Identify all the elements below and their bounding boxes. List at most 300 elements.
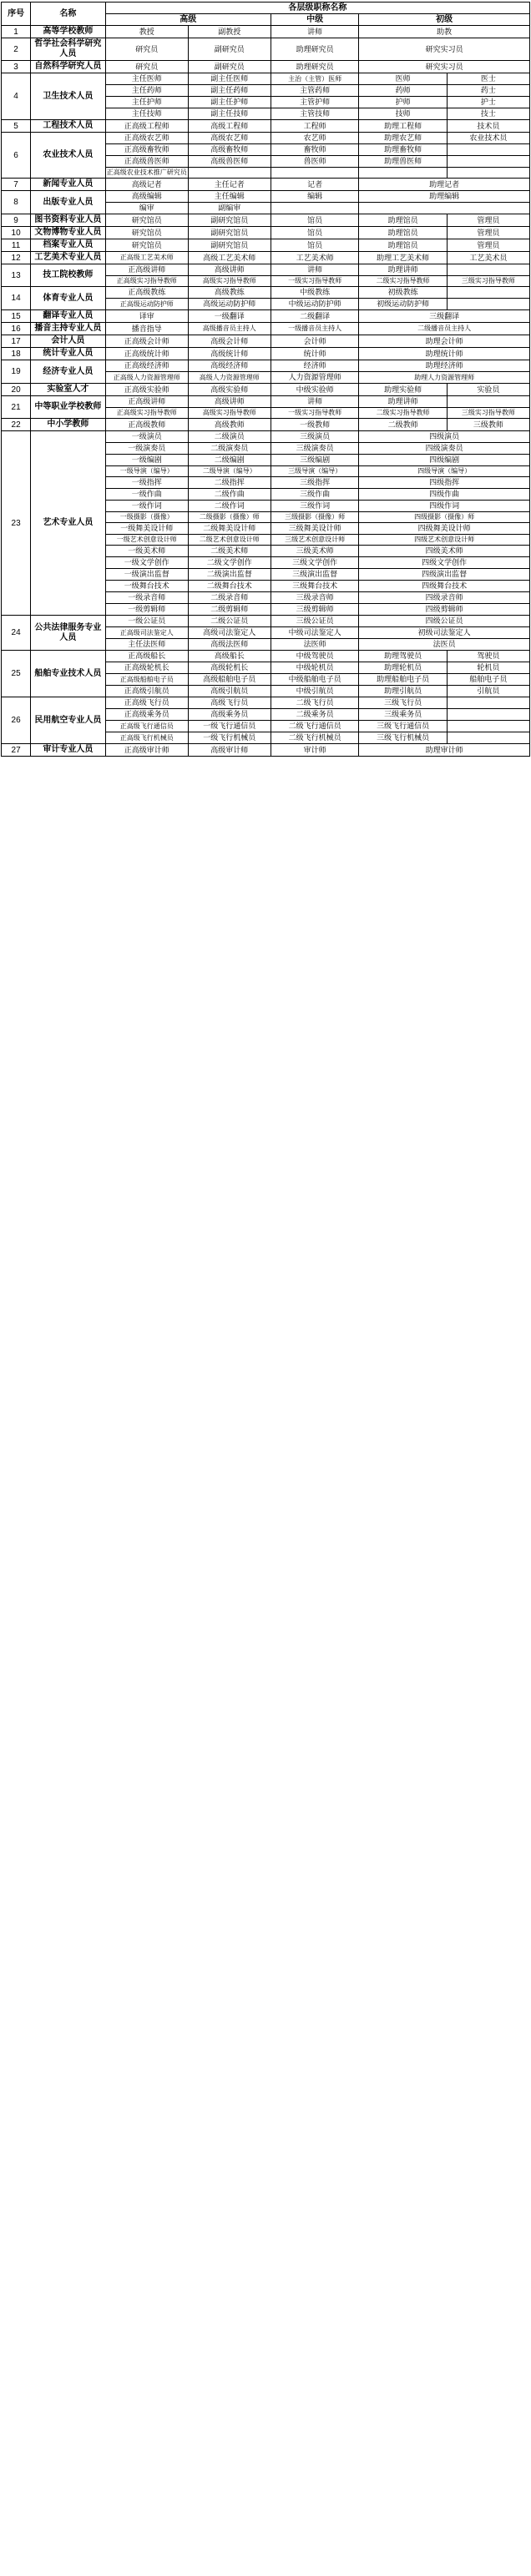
title-cell: 畜牧师 [271,144,358,156]
title-cell: 正高级乘务员 [105,709,188,721]
title-cell: 高级教师 [188,419,271,431]
title-cell: 法医师 [271,639,358,651]
row-category-name: 高等学校教师 [31,26,106,38]
table-row [2,120,530,133]
title-cell: 一级演出监督 [105,569,188,581]
title-cell: 正高级船舶电子员 [105,674,188,686]
title-cell: 主管技师 [271,108,358,120]
title-cell: 四级舞台技术 [359,581,530,592]
title-cell: 一级艺术创意设计师 [105,535,188,546]
title-cell: 一级指挥 [105,477,188,489]
title-cell: 三级编剧 [271,455,358,466]
title-cell: 副主任技师 [188,108,271,120]
title-cell: 研究馆员 [105,214,188,227]
title-cell: 二级教师 [359,419,447,431]
title-cell: 高级播音员主持人 [188,323,271,335]
row-category-name: 技工院校教师 [31,264,106,287]
title-cell [447,396,529,408]
title-cell: 副研究员 [188,61,271,73]
title-cell: 法医员 [359,639,530,651]
title-cell: 四级剪辑师 [359,604,530,616]
title-cell: 二级艺术创意设计师 [188,535,271,546]
row-sequence: 23 [2,431,31,616]
title-cell: 高级轮机长 [188,662,271,674]
title-cell: 副研究员 [188,38,271,61]
title-cell: 轮机员 [447,662,529,674]
row-sequence: 15 [2,310,31,323]
title-cell: 四级导演（编导） [359,466,530,477]
title-cell: 初级运动防护师 [359,299,447,310]
title-cell: 技术员 [447,120,529,133]
table-row [2,227,530,239]
table-row [2,26,530,38]
title-cell [447,732,529,744]
title-cell: 记者 [271,179,358,191]
title-cell: 二级美术师 [188,546,271,557]
title-cell: 二级演奏员 [188,443,271,455]
row-sequence: 26 [2,697,31,744]
row-category-name: 文物博物专业人员 [31,227,106,239]
title-cell: 助理研究员 [271,38,358,61]
title-cell: 助理工艺美术师 [359,252,447,264]
title-cell: 主任法医师 [105,639,188,651]
title-cell: 一级演员 [105,431,188,443]
title-cell: 一级剪辑师 [105,604,188,616]
title-cell: 中级运动防护师 [271,299,358,310]
title-cell: 正高级飞行员 [105,697,188,709]
title-cell: 统计师 [271,348,358,360]
title-cell: 高级讲师 [188,264,271,276]
title-cell: 三级录音师 [271,592,358,604]
row-sequence: 3 [2,61,31,73]
row-category-name: 图书资料专业人员 [31,214,106,227]
row-sequence: 18 [2,348,31,360]
title-cell: 正高级经济师 [105,360,188,372]
title-cell: 四级摄影（摄像）师 [359,512,530,523]
title-cell: 教授 [105,26,188,38]
title-cell: 主治（主管）医师 [271,73,358,85]
table-row [2,651,530,662]
title-cell: 中级实验师 [271,384,358,396]
title-cell: 高级统计师 [188,348,271,360]
title-cell: 二级飞行通信员 [271,721,358,732]
row-sequence: 2 [2,38,31,61]
row-sequence: 8 [2,191,31,214]
title-cell: 助理兽医师 [359,156,447,168]
table-row [2,214,530,227]
title-cell: 中级教练 [271,287,358,299]
title-cell: 助理馆员 [359,227,447,239]
title-cell: 高级畜牧师 [188,144,271,156]
title-cell: 四级艺术创意设计师 [359,535,530,546]
title-cell: 副主任护师 [188,97,271,108]
title-cell: 高级运动防护师 [188,299,271,310]
row-sequence: 4 [2,73,31,120]
row-category-name: 档案专业人员 [31,239,106,252]
occupation-title-table-sheet [0,2,531,757]
title-cell: 工程师 [271,120,358,133]
title-cell: 医师 [359,73,447,85]
title-cell: 三级演员 [271,431,358,443]
row-category-name: 新闻专业人员 [31,179,106,191]
title-cell: 编审 [105,203,188,214]
title-cell: 主任护师 [105,97,188,108]
title-cell: 正高级实习指导教师 [105,408,188,419]
title-cell: 高级教练 [188,287,271,299]
title-cell: 副研究馆员 [188,214,271,227]
title-cell: 二级实习指导教师 [359,276,447,287]
title-cell: 助理驾驶员 [359,651,447,662]
title-cell: 正高级畜牧师 [105,144,188,156]
title-cell: 一级飞行机械员 [188,732,271,744]
row-sequence: 1 [2,26,31,38]
title-cell: 馆员 [271,227,358,239]
title-cell: 高级会计师 [188,335,271,348]
title-cell: 助理实验师 [359,384,447,396]
table-row [2,179,530,191]
table-row [2,697,530,709]
title-cell: 高级法医师 [188,639,271,651]
row-category-name: 哲学社会科学研究人员 [31,38,106,61]
title-cell: 三级翻译 [359,310,530,323]
title-cell: 一级导演（编导） [105,466,188,477]
title-cell: 高级实习指导教师 [188,276,271,287]
title-cell: 二级录音师 [188,592,271,604]
row-category-name: 自然科学研究人员 [31,61,106,73]
row-category-name: 审计专业人员 [31,744,106,757]
title-cell: 三级演奏员 [271,443,358,455]
title-cell: 高级人力资源管理师 [188,372,271,384]
title-cell: 三级飞行通信员 [359,721,447,732]
title-cell: 管理员 [447,214,529,227]
title-cell: 助理引航员 [359,686,447,697]
title-cell [359,168,447,179]
row-sequence: 11 [2,239,31,252]
title-cell: 高级船长 [188,651,271,662]
title-cell: 一级编剧 [105,455,188,466]
title-cell: 技师 [359,108,447,120]
title-cell: 中级引航员 [271,686,358,697]
title-cell: 馆员 [271,239,358,252]
header-group: 各层级职称名称 [105,3,529,14]
title-cell [359,203,530,214]
title-cell: 副主任医师 [188,73,271,85]
table-row [2,73,530,85]
title-cell: 副编审 [188,203,271,214]
title-cell: 经济师 [271,360,358,372]
title-cell [188,168,271,179]
table-row [2,61,530,73]
title-cell: 二级导演（编导） [188,466,271,477]
title-cell: 四级指挥 [359,477,530,489]
row-sequence: 7 [2,179,31,191]
table-header-row-1 [2,3,530,14]
title-cell: 四级作曲 [359,489,530,501]
title-cell: 中级轮机员 [271,662,358,674]
title-cell: 二级公证员 [188,616,271,627]
header-name: 名称 [31,3,106,26]
title-cell: 四级舞美设计师 [359,523,530,535]
title-cell: 船舶电子员 [447,674,529,686]
row-category-name: 中等职业学校教师 [31,396,106,419]
title-cell: 研究实习员 [359,61,530,73]
title-cell: 四级公证员 [359,616,530,627]
title-cell: 研究馆员 [105,239,188,252]
title-cell: 助理工程师 [359,120,447,133]
title-cell: 二级作词 [188,501,271,512]
title-cell: 高级工程师 [188,120,271,133]
title-cell [447,721,529,732]
row-category-name: 出版专业人员 [31,191,106,214]
title-cell: 正高级司法鉴定人 [105,627,188,639]
title-cell: 研究员 [105,38,188,61]
title-cell: 助理馆员 [359,214,447,227]
occupation-title-table [1,2,530,757]
title-cell: 主管药师 [271,85,358,97]
header-mid: 中级 [271,14,358,26]
title-cell: 技士 [447,108,529,120]
title-cell: 高级实习指导教师 [188,408,271,419]
title-cell: 四级录音师 [359,592,530,604]
title-cell: 一级作词 [105,501,188,512]
title-cell: 正高级讲师 [105,396,188,408]
title-cell: 二级飞行员 [271,697,358,709]
title-cell: 高级编辑 [105,191,188,203]
title-cell: 正高级船长 [105,651,188,662]
title-cell: 助理统计师 [359,348,530,360]
row-sequence: 13 [2,264,31,287]
title-cell: 助理会计师 [359,335,530,348]
title-cell [271,168,358,179]
header-junior: 初级 [359,14,530,26]
row-category-name: 艺术专业人员 [31,431,106,616]
title-cell: 高级船舶电子员 [188,674,271,686]
title-cell: 三级实习指导教师 [447,408,529,419]
title-cell: 助理记者 [359,179,530,191]
title-cell: 一级舞台技术 [105,581,188,592]
title-cell: 实验员 [447,384,529,396]
title-cell: 正高级引航员 [105,686,188,697]
title-cell: 主任记者 [188,179,271,191]
table-row [2,38,530,61]
title-cell: 二级演员 [188,431,271,443]
table-row [2,287,530,299]
title-cell: 三级艺术创意设计师 [271,535,358,546]
title-cell: 管理员 [447,239,529,252]
title-cell: 初级司法鉴定人 [359,627,530,639]
row-sequence: 10 [2,227,31,239]
table-row [2,616,530,627]
title-cell: 三级作词 [271,501,358,512]
title-cell: 高级乘务员 [188,709,271,721]
title-cell: 初级教练 [359,287,447,299]
row-category-name: 翻译专业人员 [31,310,106,323]
row-category-name: 实验室人才 [31,384,106,396]
title-cell: 讲师 [271,264,358,276]
title-cell: 三级摄影（摄像）师 [271,512,358,523]
title-cell: 一级演奏员 [105,443,188,455]
row-category-name: 农业技术人员 [31,133,106,179]
title-cell: 一级摄影（摄像） [105,512,188,523]
header-senior: 高级 [105,14,271,26]
title-cell: 高级飞行员 [188,697,271,709]
title-cell: 助理讲师 [359,396,447,408]
title-cell: 四级文学创作 [359,557,530,569]
title-cell: 高级司法鉴定人 [188,627,271,639]
title-cell: 二级指挥 [188,477,271,489]
title-cell: 助理馆员 [359,239,447,252]
title-cell: 三级公证员 [271,616,358,627]
title-cell: 助理畜牧师 [359,144,447,156]
table-row [2,133,530,144]
row-sequence: 19 [2,360,31,384]
title-cell: 一级作曲 [105,489,188,501]
title-cell: 一级舞美设计师 [105,523,188,535]
title-cell: 农业技术员 [447,133,529,144]
title-cell: 护士 [447,97,529,108]
title-cell: 三级剪辑师 [271,604,358,616]
table-row [2,335,530,348]
title-cell [447,299,529,310]
title-cell: 二级乘务员 [271,709,358,721]
title-cell: 助理研究员 [271,61,358,73]
title-cell: 正高级教师 [105,419,188,431]
title-cell: 三级飞行员 [359,697,447,709]
title-cell: 高级审计师 [188,744,271,757]
title-cell: 主任技师 [105,108,188,120]
title-cell [447,144,529,156]
title-cell [447,709,529,721]
title-cell: 编辑 [271,191,358,203]
title-cell: 四级美术师 [359,546,530,557]
title-cell: 中级司法鉴定人 [271,627,358,639]
title-cell [447,697,529,709]
row-category-name: 会计人员 [31,335,106,348]
table-row [2,252,530,264]
title-cell: 高级实验师 [188,384,271,396]
title-cell: 主管护师 [271,97,358,108]
title-cell: 研究实习员 [359,38,530,61]
title-cell: 工艺美术员 [447,252,529,264]
title-cell: 医士 [447,73,529,85]
title-cell: 助理农艺师 [359,133,447,144]
row-category-name: 中小学教师 [31,419,106,431]
title-cell: 正高级实习指导教师 [105,276,188,287]
title-cell: 三级文学创作 [271,557,358,569]
title-cell: 一级公证员 [105,616,188,627]
title-cell: 正高级轮机长 [105,662,188,674]
title-cell: 二级实习指导教师 [359,408,447,419]
table-row [2,348,530,360]
title-cell: 正高级统计师 [105,348,188,360]
title-cell: 正高级会计师 [105,335,188,348]
title-cell: 三级教师 [447,419,529,431]
title-cell: 一级播音员主持人 [271,323,358,335]
title-cell: 高级记者 [105,179,188,191]
row-category-name: 工艺美术专业人员 [31,252,106,264]
title-cell: 四级演员 [359,431,530,443]
title-cell: 人力资源管理师 [271,372,358,384]
title-cell: 三级指挥 [271,477,358,489]
title-cell: 工艺美术师 [271,252,358,264]
title-cell: 高级工艺美术师 [188,252,271,264]
title-cell: 高级经济师 [188,360,271,372]
title-cell: 药士 [447,85,529,97]
title-cell: 正高级讲师 [105,264,188,276]
title-cell: 引航员 [447,686,529,697]
title-cell: 研究馆员 [105,227,188,239]
title-cell: 二级飞行机械员 [271,732,358,744]
title-cell: 正高级飞行机械员 [105,732,188,744]
table-row [2,431,530,443]
header-seq: 序号 [2,3,31,26]
title-cell: 二级编剧 [188,455,271,466]
title-cell: 助教 [359,26,530,38]
title-cell: 二级播音员主持人 [359,323,530,335]
title-cell: 助理人力资源管理师 [359,372,530,384]
table-row [2,239,530,252]
row-category-name: 工程技术人员 [31,120,106,133]
title-cell: 中级船舶电子员 [271,674,358,686]
row-category-name: 公共法律服务专业人员 [31,616,106,651]
title-cell: 讲师 [271,396,358,408]
title-cell: 助理轮机员 [359,662,447,674]
title-cell: 馆员 [271,214,358,227]
title-cell: 农艺师 [271,133,358,144]
title-cell [447,156,529,168]
row-sequence: 27 [2,744,31,757]
table-row [2,191,530,203]
title-cell: 四级演奏员 [359,443,530,455]
title-cell: 驾驶员 [447,651,529,662]
title-cell: 四级演出监督 [359,569,530,581]
title-cell: 审计师 [271,744,358,757]
title-cell: 助理船舶电子员 [359,674,447,686]
title-cell: 四级作词 [359,501,530,512]
row-category-name: 播音主持专业人员 [31,323,106,335]
row-category-name: 统计专业人员 [31,348,106,360]
row-sequence: 5 [2,120,31,133]
title-cell: 二级摄影（摄像）师 [188,512,271,523]
title-cell: 三级飞行机械员 [359,732,447,744]
row-sequence: 14 [2,287,31,310]
title-cell: 二级舞美设计师 [188,523,271,535]
title-cell: 正高级人力资源管理师 [105,372,188,384]
table-row [2,384,530,396]
title-cell: 三级作曲 [271,489,358,501]
title-cell: 一级实习指导教师 [271,408,358,419]
row-category-name: 民用航空专业人员 [31,697,106,744]
title-cell: 正高级实验师 [105,384,188,396]
title-cell: 高级兽医师 [188,156,271,168]
row-category-name: 经济专业人员 [31,360,106,384]
title-cell: 主任医师 [105,73,188,85]
title-cell: 正高级审计师 [105,744,188,757]
title-cell: 中级驾驶员 [271,651,358,662]
title-cell: 三级导演（编导） [271,466,358,477]
title-cell: 会计师 [271,335,358,348]
title-cell: 一级飞行通信员 [188,721,271,732]
row-sequence: 12 [2,252,31,264]
title-cell: 主任编辑 [188,191,271,203]
title-cell: 一级教师 [271,419,358,431]
title-cell: 正高级教练 [105,287,188,299]
table-row [2,360,530,372]
title-cell: 副研究馆员 [188,227,271,239]
title-cell: 讲师 [271,26,358,38]
title-cell: 一级翻译 [188,310,271,323]
table-row [2,744,530,757]
